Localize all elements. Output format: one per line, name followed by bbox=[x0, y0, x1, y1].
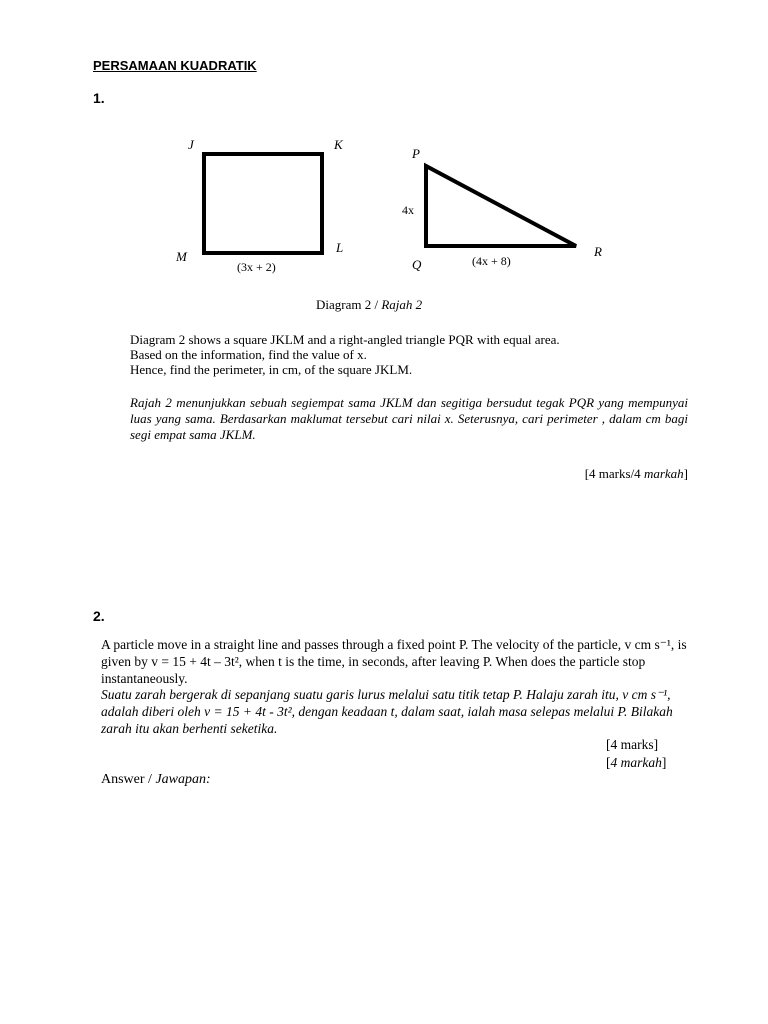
q2-marks-en: [4 marks] bbox=[606, 737, 659, 752]
page-title: PERSAMAAN KUADRATIK bbox=[93, 58, 257, 73]
q2-marks-ms-open: [ bbox=[606, 755, 611, 770]
diagram-caption bbox=[316, 297, 422, 313]
q1-marks-ms: markah bbox=[643, 466, 684, 481]
square-side-label: (3x + 2) bbox=[237, 260, 276, 274]
q1-en-line-2: Based on the information, find the value of x. bbox=[130, 347, 367, 362]
caption-en: Diagram 2 / bbox=[316, 297, 382, 312]
caption-ms: Rajah 2 bbox=[381, 297, 423, 312]
answer-en: Answer / bbox=[101, 772, 156, 787]
question-1-text-en bbox=[130, 332, 690, 377]
diagram-2 bbox=[170, 132, 620, 282]
label-l: L bbox=[336, 240, 344, 255]
q1-en-line-3: Hence, find the perimeter, in cm, of the square JKLM. bbox=[130, 362, 413, 377]
question-2-text-en: A particle move in a straight line and passes through a fixed point P. The velocity of the particle, v cm s⁻¹, is given by v = 15 + 4t – 3t², when t is the time, in seconds, after leaving P. When does the particle stop instantaneously. bbox=[101, 637, 687, 686]
q2-marks-ms: 4 markah bbox=[610, 755, 662, 770]
answer-ms: Jawapan: bbox=[155, 772, 211, 787]
q2-marks-ms-close: ] bbox=[661, 755, 667, 770]
label-r: R bbox=[594, 244, 602, 259]
label-q: Q bbox=[412, 257, 422, 272]
question-1-number: 1. bbox=[93, 90, 105, 106]
question-1-marks bbox=[585, 466, 688, 482]
label-p: P bbox=[412, 146, 420, 161]
question-1-text-ms: Rajah 2 menunjukkan sebuah segiempat sama JKLM dan segitiga bersudut tegak PQR yang mempunyai luas yang sama. Berdasarkan maklumat tersebut cari nilai x. Seterusnya, cari perimeter , dalam cm bagi segi empat sama JKLM. bbox=[130, 395, 688, 442]
q1-marks-close: ] bbox=[683, 466, 688, 481]
triangle-base-label: (4x + 8) bbox=[472, 254, 511, 268]
triangle-height-label: 4x bbox=[402, 203, 414, 217]
label-j: J bbox=[188, 137, 194, 152]
label-m: M bbox=[176, 249, 187, 264]
question-2-text-ms: Suatu zarah bergerak di sepanjang suatu garis lurus melalui satu titik tetap P. Halaju zarah itu, v cm s⁻¹, adalah diberi oleh v = 15 + 4t - 3t², dengan keadaan t, dalam saat, ialah masa selepas melalui P. Bilakah zarah itu akan berhenti seketika. bbox=[101, 687, 673, 736]
triangle-pqr bbox=[426, 166, 576, 246]
label-k: K bbox=[334, 137, 343, 152]
square-jklm bbox=[204, 154, 322, 253]
q2-marks-ms-line bbox=[606, 754, 666, 772]
question-2-number: 2. bbox=[93, 608, 105, 624]
q1-marks-en: [4 marks/4 bbox=[584, 466, 644, 481]
answer-label bbox=[101, 772, 211, 788]
question-2-marks bbox=[606, 736, 666, 772]
q1-en-line-1: Diagram 2 shows a square JKLM and a right-angled triangle PQR with equal area. bbox=[130, 332, 560, 347]
